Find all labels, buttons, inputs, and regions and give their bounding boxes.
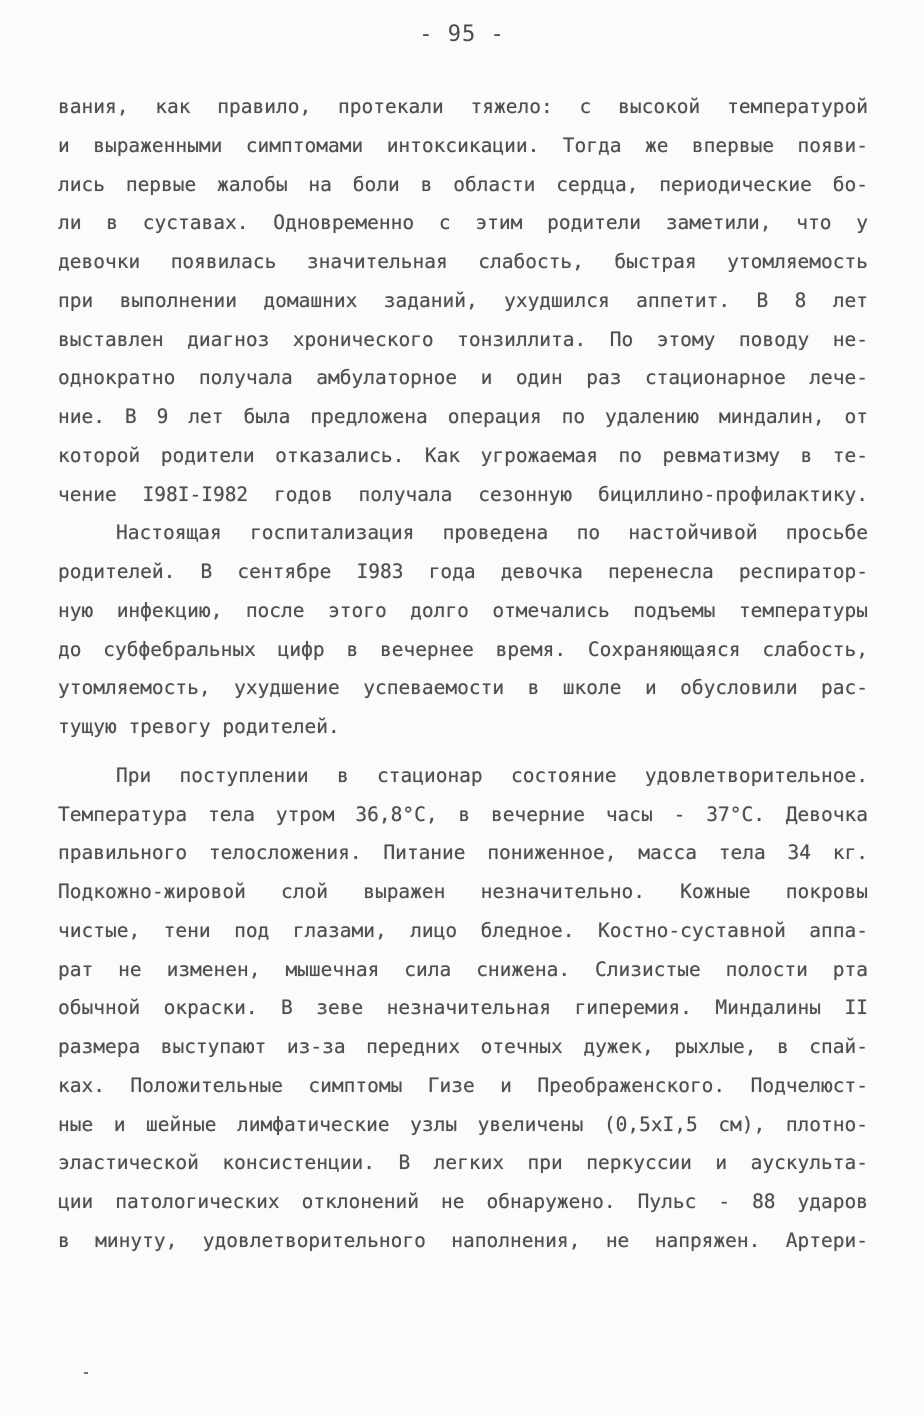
text-line: родителей. В сентябре I983 года девочка перенесла респиратор- (58, 560, 868, 583)
text-line: Подкожно-жировой слой выражен незначительно. Кожные покровы (58, 880, 868, 903)
body-text (58, 88, 868, 1261)
paragraph-1 (58, 88, 868, 514)
page-number: - 95 - (419, 22, 505, 47)
text-line: лись первые жалобы на боли в области сердца, периодические бо- (58, 172, 868, 196)
text-line: ли в суставах. Одновременно с этим родители заметили, что у (58, 211, 868, 235)
text-line: Температура тела утром 36,8°С, в вечерние часы - 37°С. Девочка (58, 802, 868, 826)
text-line: и выраженными симптомами интоксикации. Тогда же впервые появи- (58, 133, 868, 157)
paragraph-3 (58, 757, 868, 1261)
text-line: Настоящая госпитализация проведена по настойчивой просьбе (116, 521, 868, 545)
text-line: размера выступают из-за передних отечных дужек, рыхлые, в спай- (58, 1035, 868, 1058)
text-line: выставлен диагноз хронического тонзиллита. По этому поводу не- (58, 327, 868, 351)
text-line: до субфебральных цифр в вечернее время. Сохраняющаяся слабость, (58, 637, 868, 661)
text-line: чение I98I-I982 годов получала сезонную бициллино-профилактику. (58, 482, 868, 506)
text-line: ции патологических отклонений не обнаружено. Пульс - 88 ударов (58, 1190, 868, 1213)
text-line: ные и шейные лимфатические узлы увеличены (0,5хI,5 см), плотно- (58, 1112, 868, 1136)
text-line: ную инфекцию, после этого долго отмечались подъемы температуры (58, 598, 868, 622)
text-line: однократно получала амбулаторное и один раз стационарное лече- (58, 366, 868, 390)
scan-speck (84, 1372, 88, 1374)
paragraph-gap (58, 747, 868, 757)
text-line: чистые, тени под глазами, лицо бледное. Костно-суставной аппа- (58, 918, 868, 942)
text-line: утомляемость, ухудшение успеваемости в школе и обусловили рас- (58, 676, 868, 700)
text-line: эластической консистенции. В легких при перкуссии и аускульта- (58, 1151, 868, 1175)
text-line: вания, как правило, протекали тяжело: с высокой температурой (58, 95, 868, 118)
text-line: рат не изменен, мышечная сила снижена. Слизистые полости рта (58, 957, 868, 981)
text-line: При поступлении в стационар состояние удовлетворительное. (116, 763, 868, 787)
text-line: ках. Положительные симптомы Гизе и Преображенского. Подчелюст- (58, 1073, 868, 1097)
text-line: при выполнении домашних заданий, ухудшился аппетит. В 8 лет (58, 288, 868, 312)
paragraph-2 (58, 514, 868, 747)
text-line: девочки появилась значительная слабость, быстрая утомляемость (58, 250, 868, 273)
text-line: обычной окраски. В зеве незначительная гиперемия. Миндалины II (58, 996, 868, 1020)
text-line: в минуту, удовлетворительного наполнения, не напряжен. Артери- (58, 1228, 868, 1252)
text-line: которой родители отказались. Как угрожаемая по ревматизму в те- (58, 443, 868, 467)
text-line: тущую тревогу родителей. (58, 715, 340, 738)
text-line: ние. В 9 лет была предложена операция по удалению миндалин, от (58, 405, 868, 428)
text-line: правильного телосложения. Питание пониженное, масса тела 34 кг. (58, 841, 868, 865)
